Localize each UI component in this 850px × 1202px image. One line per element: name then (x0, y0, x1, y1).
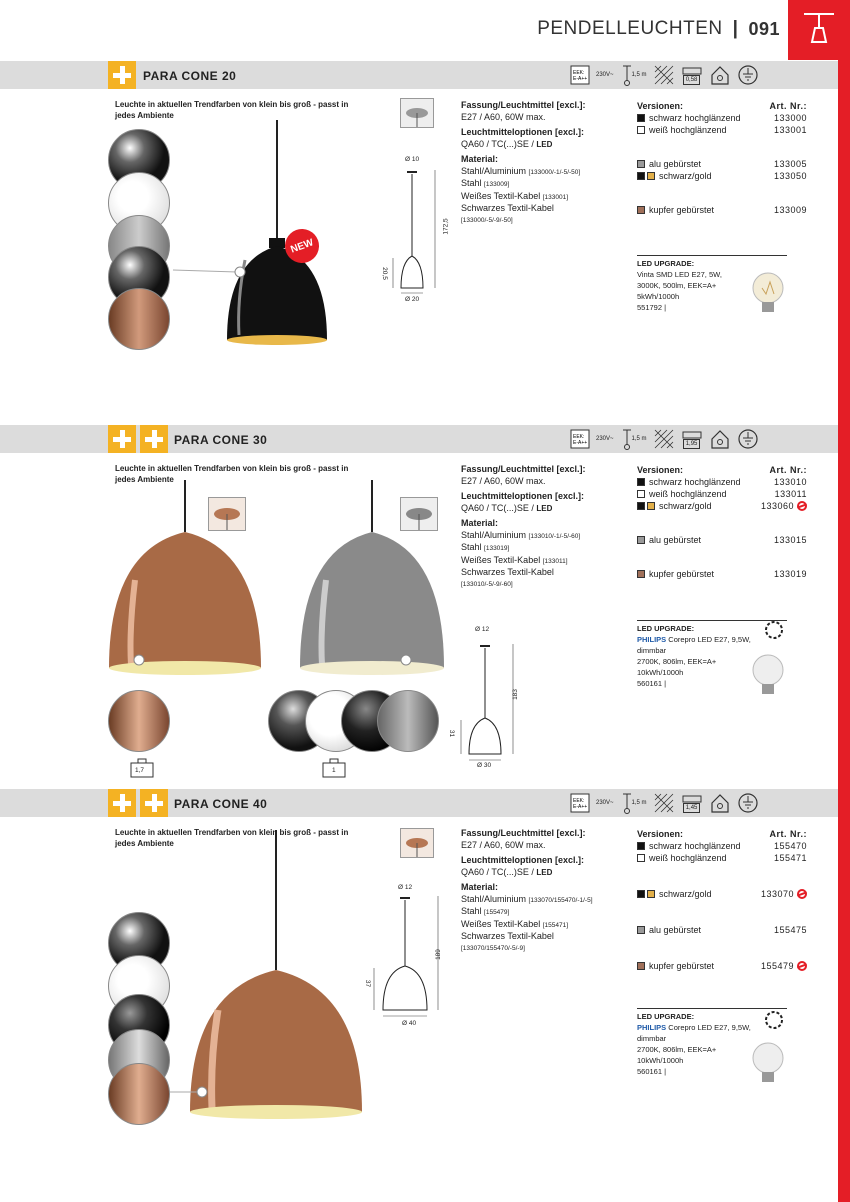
lamp-photo (170, 830, 370, 1125)
material-code: [133019] (484, 545, 510, 552)
dimmable-icon (764, 1010, 784, 1030)
weight-box (681, 429, 703, 449)
plus-icon (140, 425, 168, 453)
led-icon: LED (536, 867, 553, 877)
mesh-icon (653, 792, 675, 814)
category-title: PENDELLEUCHTEN (537, 18, 723, 39)
material-line: Weißes Textil-Kabel (461, 190, 541, 201)
dim-top-diameter: Ø 10 (405, 156, 420, 163)
artnr-label: Art. Nr.: (769, 101, 807, 111)
version-row: schwarz hochglänzend 155470 (637, 840, 807, 852)
led-logo: LED (637, 624, 655, 633)
led-line: 560161 | (637, 679, 667, 688)
weight-icon (681, 793, 703, 803)
voltage-label: 230V~ (596, 800, 614, 806)
voltage-label: 230V~ (596, 436, 614, 442)
product-icons-row (570, 64, 759, 86)
bulb-image (748, 1040, 788, 1088)
page-header (537, 18, 780, 40)
plus-icon (140, 789, 168, 817)
dim-shade-height: 20,5 (380, 267, 388, 280)
ground-icon (737, 428, 759, 450)
weight-icon (681, 429, 703, 439)
material-code: [155471] (542, 921, 569, 929)
svg-text:E-A++: E-A++ (573, 76, 588, 82)
led-icon: LED (536, 139, 553, 149)
product-icons-row (570, 792, 759, 814)
cable-length-label: 1,5 m (631, 436, 647, 442)
dim-bottom-diameter: Ø 40 (402, 1020, 417, 1027)
version-row: schwarz hochglänzend 133010 (637, 476, 807, 488)
led-line: dimmbar (637, 1034, 667, 1043)
energy-label-icon (570, 429, 590, 449)
led-line: 5kWh/1000h (637, 292, 680, 301)
options-value: QA60 / TC(...)SE / (461, 138, 534, 149)
indoor-icon (709, 792, 731, 814)
led-line: 10kWh/1000h (637, 668, 684, 677)
material-line: Stahl/Aluminium (461, 165, 527, 176)
product-tagline: Leuchte in aktuellen Trendfarben von klein bis groß - passt in jedes Ambiente (115, 828, 349, 848)
svg-text:EEK:: EEK: (573, 798, 585, 804)
energy-label-icon (570, 65, 590, 85)
bulb-image (748, 270, 788, 320)
material-line: Stahl/Aluminium (461, 529, 527, 540)
led-line: Vinta SMD LED E27, 5W, (637, 270, 722, 279)
version-row: kupfer gebürstet 155479 (637, 960, 807, 972)
weight-value: 1 (332, 767, 336, 774)
new-badge: NEW (280, 224, 324, 268)
led-line: dimmbar (637, 646, 667, 655)
dim-height: 189 (434, 949, 442, 960)
led-logo: LED (637, 259, 655, 268)
svg-text:EEK:: EEK: (573, 70, 585, 76)
canopy-thumbnail (400, 497, 438, 531)
dim-bottom-diameter: Ø 20 (405, 296, 420, 303)
led-line: 2700K, 806lm, EEK=A+ (637, 657, 717, 666)
version-row: alu gebürstet 133005 (637, 158, 807, 170)
new-version-mark (797, 961, 807, 971)
header-separator: | (732, 18, 739, 39)
weight-value: 0,58 (683, 75, 701, 85)
product-tagline: Leuchte in aktuellen Trendfarben von klein bis groß - passt in jedes Ambiente (115, 464, 349, 484)
options-label: Leuchtmitteloptionen [excl.]: (461, 491, 585, 501)
weight-icon (681, 65, 703, 75)
lamp-photo (165, 120, 365, 350)
plus-icon (108, 425, 136, 453)
ground-icon (737, 792, 759, 814)
weight-value: 1,95 (683, 439, 701, 449)
indoor-icon (709, 64, 731, 86)
material-line: Schwarzes Textil-Kabel (461, 567, 554, 577)
plus-icon (108, 789, 136, 817)
indoor-icon (709, 428, 731, 450)
swatch-alu (377, 690, 439, 752)
material-line: Stahl (461, 542, 482, 552)
product-title: PARA CONE 40 (174, 797, 268, 811)
canopy-thumbnail (208, 497, 246, 531)
dim-shade-height: 31 (448, 729, 456, 738)
weight-value: 1,45 (683, 803, 701, 813)
fassung-value: E27 / A60, 60W max. (461, 839, 546, 850)
version-row: alu gebürstet 155475 (637, 924, 807, 936)
plus-icon (108, 61, 136, 89)
ground-icon (737, 64, 759, 86)
versions-label: Versionen: (637, 465, 684, 475)
options-label: Leuchtmitteloptionen [excl.]: (461, 855, 585, 865)
versions-table (637, 100, 807, 216)
swatch-copper (108, 690, 170, 752)
material-code: [133000/-5/-9/-50] (461, 216, 513, 224)
page-edge-strip (838, 60, 850, 1202)
mesh-icon (653, 428, 675, 450)
energy-label-icon (570, 793, 590, 813)
dim-height: 183 (511, 689, 519, 700)
led-line: 10kWh/1000h (637, 1056, 684, 1065)
version-row: weiß hochglänzend 133011 (637, 488, 807, 500)
dim-height: 172,5 (442, 218, 450, 235)
material-code: [155479] (484, 909, 510, 916)
version-row: weiß hochglänzend 133001 (637, 124, 807, 136)
svg-text:E-A++: E-A++ (573, 804, 588, 810)
cable-length-label: 1,5 m (631, 800, 647, 806)
brand-logo: PHILIPS (637, 635, 667, 644)
dim-bottom-diameter: Ø 30 (477, 762, 492, 769)
dim-top-diameter: Ø 12 (475, 626, 490, 633)
page-number: 091 (748, 18, 780, 39)
version-row: schwarz/gold 133050 (637, 170, 807, 182)
dimension-drawing (455, 630, 530, 770)
led-line: 2700K, 806lm, EEK=A+ (637, 1045, 717, 1054)
led-line: 3000K, 500lm, EEK=A+ (637, 281, 717, 290)
material-line: Weißes Textil-Kabel (461, 554, 541, 565)
material-code: [133010/-5/-9/-60] (461, 580, 513, 588)
new-version-mark (797, 889, 807, 899)
bulb-image (748, 652, 788, 700)
pendant-lamp-icon (788, 0, 850, 60)
led-line: Corepro LED E27, 9,5W, (668, 635, 751, 644)
spec-block (461, 828, 631, 954)
weight-box (681, 793, 703, 813)
options-value: QA60 / TC(...)SE / (461, 866, 534, 877)
material-line: Schwarzes Textil-Kabel (461, 203, 554, 213)
fassung-label: Fassung/Leuchtmittel [excl.]: (461, 828, 586, 838)
weight-box (681, 65, 703, 85)
upgrade-label: UPGRADE: (654, 1012, 695, 1021)
version-row: kupfer gebürstet 133009 (637, 204, 807, 216)
fassung-value: E27 / A60, 60W max. (461, 475, 546, 486)
version-row: weiß hochglänzend 155471 (637, 852, 807, 864)
led-icon: LED (536, 503, 553, 513)
versions-table (637, 464, 807, 580)
spec-block (461, 464, 631, 590)
material-code: [133011] (542, 557, 568, 565)
material-line: Stahl/Aluminium (461, 893, 527, 904)
material-line: Stahl (461, 906, 482, 916)
fassung-label: Fassung/Leuchtmittel [excl.]: (461, 464, 586, 474)
lamp-photo-copper (105, 480, 285, 680)
options-label: Leuchtmitteloptionen [excl.]: (461, 127, 585, 137)
artnr-label: Art. Nr.: (769, 829, 807, 839)
versions-label: Versionen: (637, 829, 684, 839)
led-line: 560161 | (637, 1067, 667, 1076)
weight-value: 1,7 (135, 767, 145, 774)
options-value: QA60 / TC(...)SE / (461, 502, 534, 513)
fassung-label: Fassung/Leuchtmittel [excl.]: (461, 100, 586, 110)
voltage-label: 230V~ (596, 72, 614, 78)
led-logo: LED (637, 1012, 655, 1021)
version-row: schwarz/gold 133060 (637, 500, 807, 512)
version-row: schwarz/gold 133070 (637, 888, 807, 900)
dim-shade-height: 37 (364, 979, 372, 988)
svg-text:EEK:: EEK: (573, 434, 585, 440)
material-code: [133009] (484, 181, 510, 188)
fassung-value: E27 / A60, 60W max. (461, 111, 546, 122)
page-corner-tab (788, 0, 850, 60)
versions-table (637, 828, 807, 972)
product-tagline: Leuchte in aktuellen Trendfarben von klein bis groß - passt in jedes Ambiente (115, 100, 349, 120)
cable-length-label: 1,5 m (631, 72, 647, 78)
artnr-label: Art. Nr.: (769, 465, 807, 475)
version-row: schwarz hochglänzend 133000 (637, 112, 807, 124)
version-row: kupfer gebürstet 133019 (637, 568, 807, 580)
material-code: [133070/155470/-5/-9] (461, 944, 525, 952)
upgrade-label: UPGRADE: (654, 259, 695, 268)
mesh-icon (653, 64, 675, 86)
led-line: Corepro LED E27, 9,5W, (668, 1023, 751, 1032)
version-row: alu gebürstet 133015 (637, 534, 807, 546)
brand-logo: PHILIPS (637, 1023, 667, 1032)
canopy-thumbnail (400, 98, 434, 128)
material-code: [133070/155470/-1/-5] (528, 896, 593, 904)
new-version-mark (797, 501, 807, 511)
dim-top-diameter: Ø 12 (398, 884, 413, 891)
material-line: Stahl (461, 178, 482, 188)
led-line: 551792 | (637, 303, 667, 312)
upgrade-label: UPGRADE: (654, 624, 695, 633)
spec-block (461, 100, 631, 226)
material-line: Schwarzes Textil-Kabel (461, 931, 554, 941)
svg-text:E-A++: E-A++ (573, 440, 588, 446)
swatch-copper (108, 288, 170, 350)
material-code: [133001] (542, 193, 569, 201)
dimmable-icon (764, 620, 784, 640)
versions-label: Versionen: (637, 101, 684, 111)
material-code: [133010/-1/-5/-60] (528, 532, 581, 540)
product-title: PARA CONE 30 (174, 433, 268, 447)
canopy-thumbnail (400, 828, 434, 858)
product-title: PARA CONE 20 (143, 69, 237, 83)
material-code: [133000/-1/-5/-50] (528, 168, 581, 176)
material-label: Material: (461, 882, 499, 892)
material-line: Weißes Textil-Kabel (461, 918, 541, 929)
material-label: Material: (461, 518, 499, 528)
swatch-copper (108, 1063, 170, 1125)
material-label: Material: (461, 154, 499, 164)
product-icons-row (570, 428, 759, 450)
